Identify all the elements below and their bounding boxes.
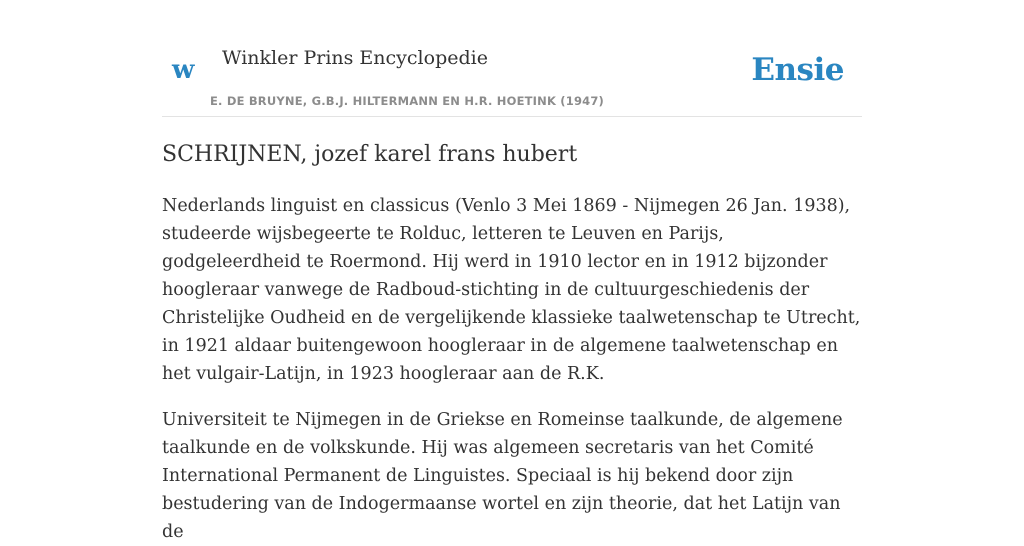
encyclopedia-authors: E. DE BRUYNE, G.B.J. HILTERMANN EN H.R. HOETINK (1947) (210, 94, 605, 108)
winkler-prins-logo[interactable]: w (172, 55, 195, 85)
article-title: SCHRIJNEN, jozef karel frans hubert (162, 142, 578, 167)
article (162, 136, 862, 546)
article-paragraph: Nederlands linguist en classicus (Venlo 3 Mei 1869 - Nijmegen 26 Jan. 1938), studeerde wijsbegeerte te Rolduc, letteren te Leuven en Parijs, godgeleerdheid te Roermond. Hij werd in 1910 lector en in 1912 bijzonder hoogleraar vanwege de Radboud-stichting in de cultuurgeschiedenis der Christelijke Oudheid en de vergelijkende klassieke taalwetenschap te Utrecht, in 1921 aldaar buitengewoon hoogleraar in de algemene taalwetenschap en het vulgair-Latijn, in 1923 hoogleraar aan de R.K. (162, 196, 861, 384)
ensie-logo[interactable]: Ensie (751, 52, 844, 88)
article-paragraph: Universiteit te Nijmegen in de Griekse en Romeinse taalkunde, de algemene taalkunde en de volkskunde. Hij was algemeen secretaris van het Comité International Permanent de Linguistes. Speciaal is hij bekend door zijn bestudering van de Indogermaanse wortel en zijn theorie, dat het Latijn van de (162, 410, 843, 542)
site-header (162, 0, 862, 117)
encyclopedia-title[interactable]: Winkler Prins Encyclopedie (222, 47, 488, 69)
